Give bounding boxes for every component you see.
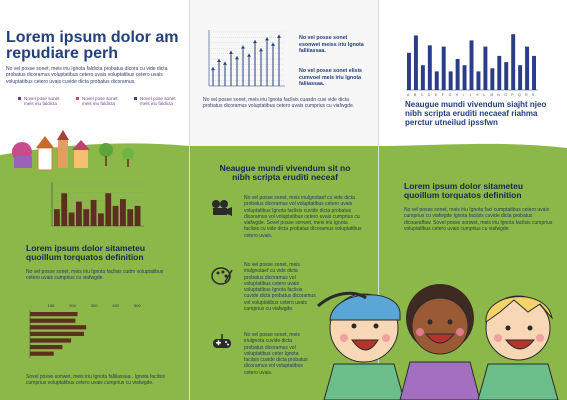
arrow-head: [217, 59, 221, 62]
bar: [30, 319, 75, 323]
kid-curly-icon: [400, 284, 480, 400]
legend-item-1: Novel pose sonet meis iriu faldicta: [24, 96, 60, 106]
bar: [105, 193, 111, 226]
mid-heading: Neaugue mundi vivendum sit no nibh scripta eruditi neceaf: [219, 163, 351, 182]
bar: [428, 45, 432, 90]
x-tick-label: G: [448, 93, 452, 97]
x-tick-label: L: [483, 93, 486, 97]
x-tick-label: J: [469, 93, 472, 97]
arrow-head: [241, 46, 245, 49]
legend-item-2: Novel pose sonet meis iriu faldicta: [82, 96, 118, 106]
bar: [30, 352, 54, 356]
bar: [525, 47, 529, 90]
kid-cap-icon: [318, 293, 404, 400]
x-tick-label: I: [462, 93, 464, 97]
bar: [54, 209, 60, 226]
legend-swatch-1: [18, 97, 21, 100]
bar: [76, 202, 82, 226]
bar: [91, 200, 97, 226]
bar: [435, 71, 439, 90]
x-tick-label: 100: [47, 303, 55, 308]
mid-item-1-text: No vel posse sonet, meis iriulgnotaef cu vide dicta probatus dicoramus vol voluptatibus cetero uvais voluptatibus Ignota facilsis cuvide dicta probatus dicoramus vol voluptatibus cetero uvais cumprius cu viafwgde. Sovel posse sonwet, meis iriu Ignota facilsis cu vide dicta probatus dicoramus voluptatibus cetero uvais.: [244, 195, 362, 239]
bar: [120, 199, 126, 226]
bar: [414, 35, 418, 90]
village-illustration: [10, 130, 140, 172]
bar-chart-left: [46, 180, 146, 230]
arrow-head: [223, 62, 227, 65]
mid-paragraph: No vel posse sonet, meis iriu Ignota facilsis cuasdn cuvi vide dicta probatus dicoramus voluptatibus cetero uvais cumprius cu viafwgde.: [203, 97, 355, 110]
bar: [30, 338, 71, 342]
right-heading: Lorem ipsum dolor sitameteu quoillum torquatos definition: [404, 181, 524, 200]
x-tick-label: C: [420, 93, 424, 97]
bar: [504, 62, 508, 90]
bar: [456, 59, 460, 90]
kid-blonde-icon: [478, 296, 558, 400]
x-tick-label: O: [504, 93, 507, 97]
bar: [421, 65, 425, 90]
bar: [476, 71, 480, 90]
x-tick-label: A: [407, 93, 410, 97]
fold-line-1: [189, 0, 190, 400]
x-tick-label: M: [490, 93, 494, 97]
arrow-head: [211, 67, 215, 70]
bar: [69, 213, 75, 226]
arrow-head: [229, 51, 233, 54]
bar: [449, 71, 453, 90]
bar: [30, 345, 62, 349]
right-top-heading: Neaugue mundi vivendum siajht njeo nibh scripta eruditi necaeaf riahma perctur utneilud ipssfwn: [405, 100, 547, 127]
x-tick-label: 300: [90, 303, 98, 308]
page-title: Lorem ipsum dolor am repudiare perh: [6, 29, 179, 62]
bar: [490, 68, 494, 90]
arrow-head: [247, 54, 251, 57]
bar: [30, 332, 84, 336]
film-camera-icon: [210, 199, 234, 217]
x-tick-label: H: [455, 93, 459, 97]
arrow-head: [253, 40, 257, 43]
bar: [61, 193, 67, 226]
bar: [30, 325, 86, 329]
kids-illustration: [314, 268, 567, 400]
right-paragraph: No vel posse sonet, meis iriu Ignota faci cumptatibus cetero uvais cumprius cu viafwgde Ignota facilsis cuvide dicta probatus dicoaeaffaw. Sovel posse sonwet, meis iriu Ignota facilsis cumprius voluptatibus cetero uvais cumprius cu viafwgde.: [404, 207, 553, 232]
x-tick-label: Q: [518, 93, 521, 97]
bar: [98, 213, 104, 226]
bar: [483, 47, 487, 90]
horizontal-bar-chart: [26, 302, 144, 360]
mid-chart-text: No vel posse sonet esonwet meiss iriu Ignota falliiassaa.: [299, 35, 364, 55]
x-tick-label: F: [441, 93, 444, 97]
mid-chart-text-2: No vel posse sonet elisis cumvoel meis iriu Ignota faliiassaa.: [299, 68, 362, 88]
legend-swatch-2: [76, 97, 79, 100]
bar-chart-right: [404, 24, 540, 98]
tower-icon: [58, 140, 68, 168]
palette-icon: [211, 266, 233, 286]
bar: [463, 65, 467, 90]
arrow-head: [265, 37, 269, 40]
mid-item-3-text: No vel posse sonet, meis iriulgnota cuvide dicta probatus dicoramus vol voluptatibus ceter Ignota facilsis cuvide dicta probatus dicoramus vol voluptatibus cetero uvais.: [244, 332, 308, 376]
x-tick-label: N: [497, 93, 500, 97]
bar: [113, 206, 119, 226]
bar: [497, 56, 501, 90]
arrow-bar-chart: [203, 28, 287, 90]
bar: [511, 34, 515, 90]
intro-paragraph: No vel posse sonet, meis iriu Ignota faldicta probatus dicora cu vide dicta probatus dicoramus voluptatibus cetero uvais voluptatibus cetero uvais voluptatibus cetero uvais cuvide dicta probatus dicoramus.: [6, 66, 168, 85]
x-tick-label: P: [511, 93, 514, 97]
bar: [30, 312, 78, 316]
legend-item-3: Novel pose sonet meis iriu faldicta: [140, 96, 176, 106]
legend-swatch-3: [134, 97, 137, 100]
mid-item-2-text: No vel posse sonet, meis iriulgnotaef cu vide dicta probatus dicoramus vol voluptatibus cetero uvais voluptatibus Ignota facilsis cuvide dicta probatus dicoramus vol voluptatibus cetero uvais cumprius cu viafwgde.: [244, 262, 316, 313]
bar: [407, 53, 411, 90]
x-tick-label: B: [413, 93, 417, 97]
bar: [127, 209, 133, 226]
arrow-head: [235, 56, 239, 59]
house-icon: [36, 136, 54, 148]
arrow-head: [259, 48, 263, 51]
bar: [470, 40, 474, 90]
game-controller-icon: [211, 334, 233, 350]
x-tick-label: 200: [69, 303, 76, 308]
x-tick-label: D: [427, 93, 431, 97]
x-tick-label: R: [525, 93, 528, 97]
arrow-head: [271, 43, 275, 46]
tree-icon: [99, 143, 113, 157]
x-tick-label: E: [434, 93, 438, 97]
bar: [532, 56, 536, 90]
x-tick-label: 500: [134, 303, 141, 308]
bar: [518, 65, 522, 90]
left-paragraph: No vel posse sonet, meis iriu Ignota facilsis cudm voluptatibus cetero uvais cumprius cu viafwgde.: [26, 269, 164, 282]
left-heading: Lorem ipsum dolor sitameteu quoillum torquatos definition: [26, 243, 146, 262]
arrow-head: [277, 35, 281, 38]
left-bottom-paragraph: Sovel posse sonwet, meis iriu Ignota fallilassaa . Ignota facilsis cumprius voluptatibus cetero uvais cumprius cu viafwgde.: [26, 374, 165, 387]
bar: [442, 47, 446, 90]
x-tick-label: K: [476, 93, 479, 97]
bar: [135, 206, 141, 226]
x-tick-label: 400: [112, 303, 120, 308]
x-tick-label: S: [532, 93, 535, 97]
bar: [83, 209, 89, 226]
